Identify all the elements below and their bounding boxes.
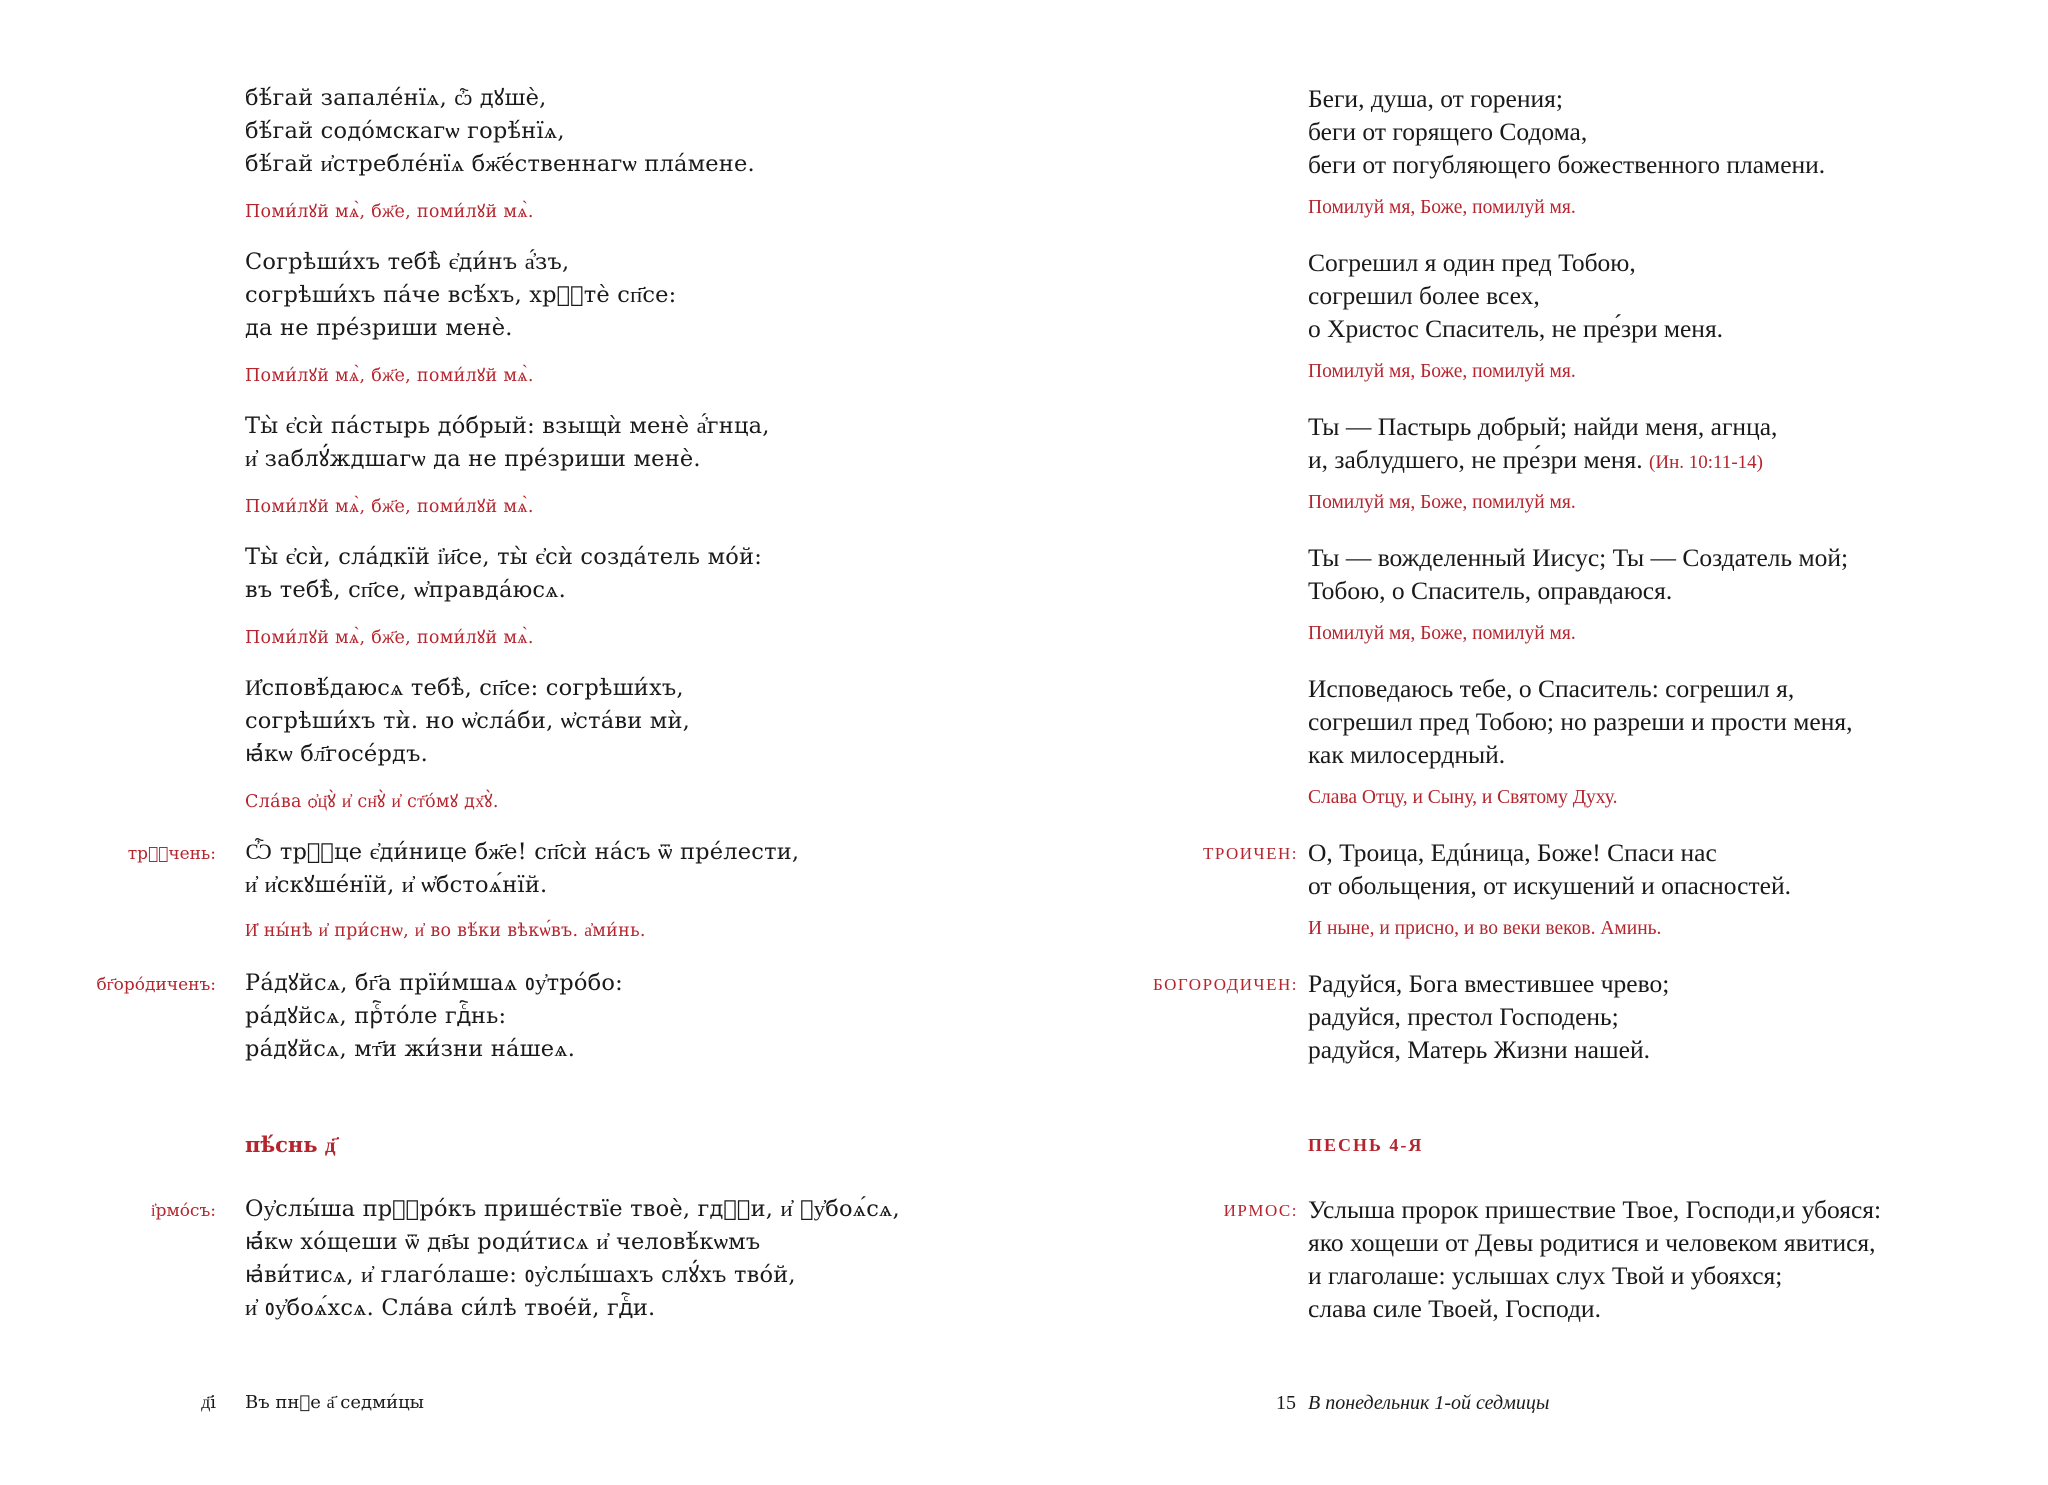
verse-line: Ра́дꙋйсѧ, бг҃а прїи́мшаѧ ᲂу҆тро́бо: (245, 970, 623, 996)
theotokion-label: бг҃оро́диченъ: (96, 975, 216, 995)
verse-line: и҆ заблꙋ́ждшагѡ да не пре́зриши менѐ. (245, 446, 701, 472)
verse-line: Ты̀ є҆сѝ, сла́дкїй і҆и҃се, ты̀ є҆сѝ созда́тель мо́й: (245, 544, 762, 570)
verse-line: беги от погубляющего божественного пламени. (1308, 150, 1826, 179)
verse-line: согрешил пред Тобою; но разреши и прости меня, (1308, 707, 1853, 736)
verse-1 (1308, 82, 1825, 181)
irmos-label: і҆рмо́съ: (150, 1201, 216, 1221)
verse-line: Ѽ трⷪ҇це є҆ди́нице бж҃е! сп҃сѝ на́съ ѿ пре́лести, (245, 839, 800, 865)
now-and-ever-refrain: И҆ ны́нѣ и҆ при́снѡ, и҆ во вѣ́ки вѣкѡ́въ. а҆ми́нь. (245, 921, 646, 941)
verse-line: согрѣши́хъ па́че всѣ́хъ, хрⷭ҇тѐ сп҃се: (245, 282, 677, 308)
refrain: Помилуй мя, Боже, помилуй мя. (1308, 492, 1576, 513)
glory-refrain: Слава Отцу, и Сыну, и Святому Духу. (1308, 787, 1618, 808)
running-footer: В понедельник 1-ой седмицы (1308, 1392, 1550, 1414)
ode-heading: ПЕСНЬ 4-Я (1308, 1135, 1424, 1155)
trinity-label: трⷪ҇чень: (127, 844, 216, 864)
right-page (1024, 0, 2048, 1485)
refrain: Поми́лꙋй мѧ̀, бж҃е, поми́лꙋй мѧ̀. (245, 628, 534, 648)
verse-line: от обольщения, от искушений и опасностей. (1308, 871, 1791, 900)
verse-theotokion (245, 967, 623, 1066)
verse-line: Радуйся, Бога вместившее чрево; (1308, 969, 1670, 998)
glory-refrain: Сла́ва ѻ҆ц҃ꙋ̀ и҆ сн҃ꙋ̀ и҆ ст҃о́мꙋ дх҃ꙋ̀. (245, 792, 499, 812)
verse-irmos (245, 1193, 900, 1325)
refrain: Поми́лꙋй мѧ̀, бж҃е, поми́лꙋй мѧ̀. (245, 497, 534, 517)
verse-line: Оу҆слы́ша прⷪ҇ро́къ прише́ствїе твоѐ, гдⷭ҇и, и҆ ᲂу҆боѧ́сѧ, (245, 1196, 900, 1222)
verse-line: яко хощеши от Девы родитися и человеком явитися, (1308, 1228, 1876, 1257)
verse-line: Услыша пророк пришествие Твое, Господи,и убояся: (1308, 1195, 1882, 1224)
trinity-label: ТРОИЧЕН: (1202, 844, 1298, 863)
verse-text: и, заблудшего, не пре́зри меня. (1308, 445, 1643, 474)
verse-line: и҆ ᲂу҆боѧ́хсѧ. Сла́ва си́лѣ твое́й, гдⷭ҇и. (245, 1295, 656, 1321)
verse-line: Согрѣши́хъ тебѣ̀ є҆ди́нъ а҆́зъ, (245, 249, 570, 275)
verse-irmos (1308, 1193, 1881, 1325)
verse-line: ꙗ҆ви́тисѧ, и҆ глаго́лаше: ᲂу҆слы́шахъ слꙋ́хъ тво́й, (245, 1262, 796, 1288)
verse-line: Согрешил я один пред Тобою, (1308, 248, 1636, 277)
verse-line: Ты — вожделенный Иисус; Ты — Создатель мой; (1308, 543, 1849, 572)
verse-3 (1308, 410, 1777, 479)
verse-5 (245, 672, 690, 771)
verse-line: въ тебѣ̀, сп҃се, ѡ҆правда́юсѧ. (245, 577, 566, 603)
refrain: Помилуй мя, Боже, помилуй мя. (1308, 623, 1576, 644)
verse-4 (1308, 541, 1848, 607)
verse-line: Беги, душа, от горения; (1308, 84, 1563, 113)
verse-1 (245, 82, 755, 181)
verse-line: радуйся, Матерь Жизни нашей. (1308, 1035, 1650, 1064)
theotokion-label: БОГОРОДИЧЕН: (1152, 975, 1298, 994)
verse-line: и҆ и҆скꙋше́нїй, и҆ ѡ҆бстоѧ́нїй. (245, 872, 548, 898)
verse-2 (245, 246, 676, 345)
verse-3 (245, 410, 770, 476)
refrain: Поми́лꙋй мѧ̀, бж҃е, поми́лꙋй мѧ̀. (245, 202, 534, 222)
verse-line: радуйся, престол Господень; (1308, 1002, 1619, 1031)
verse-line: и глаголаше: услышах слух Твой и убояхся; (1308, 1261, 1783, 1290)
verse-line: согрѣши́хъ тѝ. но ѡ҆сла́би, ѡ҆ста́ви мѝ, (245, 708, 691, 734)
verse-theotokion (1308, 967, 1669, 1066)
verse-line: согрешил более всех, (1308, 281, 1540, 310)
verse-line: ра́дꙋйсѧ, мт҃и жи́зни на́шеѧ. (245, 1036, 576, 1062)
verse-line: ра́дꙋйсѧ, прⷭ҇то́ле гдⷭ҇нь: (245, 1003, 507, 1029)
verse-line: ꙗ҆́кѡ хо́щеши ѿ дв҃ы роди́тисѧ и҆ человѣ́кѡмъ (245, 1229, 761, 1255)
refrain: Помилуй мя, Боже, помилуй мя. (1308, 197, 1576, 218)
verse-line: бѣ́гай содо́мскагѡ горѣ́нїѧ, (245, 118, 565, 144)
verse-line: беги от горящего Содома, (1308, 117, 1588, 146)
verse-line: да не пре́зриши менѐ. (245, 315, 513, 341)
refrain: Поми́лꙋй мѧ̀, бж҃е, поми́лꙋй мѧ̀. (245, 366, 534, 386)
verse-5 (1308, 672, 1852, 771)
verse-line: бѣ́гай запале́нїѧ, ѽ дꙋшѐ, (245, 85, 547, 111)
scripture-reference: (Ин. 10:11-14) (1649, 452, 1763, 473)
verse-line: Ты̀ є҆сѝ па́стырь до́брый: взыщѝ менѐ а҆́гнца, (245, 413, 770, 439)
running-footer: Въ пнⷣе а҃ седми́цы (245, 1392, 424, 1413)
verse-trinity (245, 836, 799, 902)
verse-trinity (1308, 836, 1791, 902)
verse-line: бѣ́гай и҆стребле́нїѧ бж҃е́ственнагѡ пла́мене. (245, 151, 755, 177)
verse-line: слава силе Твоей, Господи. (1308, 1294, 1601, 1323)
ode-heading: пѣ́снь д҃ (245, 1132, 336, 1157)
verse-line: как милосердный. (1308, 740, 1506, 769)
verse-line: Исповедаюсь тебе, о Спаситель: согрешил я, (1308, 674, 1795, 703)
page-number: 15 (1276, 1392, 1296, 1414)
verse-line: О, Троица, Едúница, Боже! Спаси нас (1308, 838, 1717, 867)
refrain: Помилуй мя, Боже, помилуй мя. (1308, 361, 1576, 382)
verse-line (1308, 443, 1777, 479)
verse-line: Ты — Пастырь добрый; найди меня, агнца, (1308, 412, 1778, 441)
verse-line: Тобою, о Спаситель, оправдаюся. (1308, 576, 1673, 605)
verse-2 (1308, 246, 1723, 345)
page-number: д҃і (201, 1392, 216, 1413)
verse-line: о Христос Спаситель, не пре́зри меня. (1308, 314, 1724, 343)
verse-4 (245, 541, 762, 607)
irmos-label: ИРМОС: (1223, 1201, 1298, 1220)
verse-line: И҆сповѣ́даюсѧ тебѣ̀, сп҃се: согрѣши́хъ, (245, 675, 684, 701)
verse-line: ꙗ҆́кѡ бл҃госе́рдъ. (245, 741, 428, 767)
now-and-ever-refrain: И ныне, и присно, и во веки веков. Аминь. (1308, 918, 1662, 939)
